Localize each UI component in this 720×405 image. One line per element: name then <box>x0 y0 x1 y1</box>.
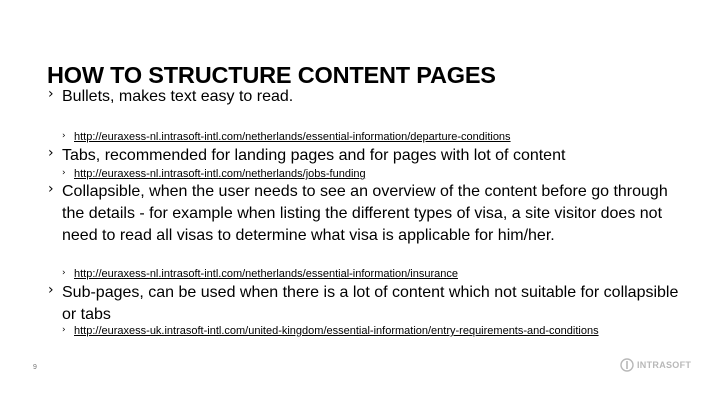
bullet-text: Collapsible, when the user needs to see an overview of the content before go through the details - for example when listing the different types of visa, a site visitor does not need to read all visas to determine what visa is applicable for him/her. <box>62 183 668 244</box>
slide-title: HOW TO STRUCTURE CONTENT PAGES <box>47 62 496 88</box>
sub-bullet-item <box>62 268 458 281</box>
bullet-icon: › <box>48 145 54 161</box>
intrasoft-logo <box>620 358 691 372</box>
sub-bullet-icon: › <box>62 325 66 335</box>
bullet-item <box>48 145 688 167</box>
link-jobs-funding[interactable]: http://euraxess-nl.intrasoft-intl.com/netherlands/jobs-funding <box>74 168 366 180</box>
sub-bullet-icon: › <box>62 268 66 278</box>
logo-text: INTRASOFT <box>637 360 692 370</box>
bullet-item <box>48 181 688 247</box>
sub-bullet-item <box>62 325 599 338</box>
sub-bullet-item <box>62 168 366 181</box>
bullet-icon: › <box>48 86 54 102</box>
bullet-text: Tabs, recommended for landing pages and for pages with lot of content <box>62 147 566 164</box>
link-insurance[interactable]: http://euraxess-nl.intrasoft-intl.com/netherlands/essential-information/insurance <box>74 268 458 280</box>
bullet-text: Bullets, makes text easy to read. <box>62 88 294 105</box>
sub-bullet-icon: › <box>62 168 66 178</box>
bullet-icon: › <box>48 181 54 197</box>
link-entry-requirements[interactable]: http://euraxess-uk.intrasoft-intl.com/united-kingdom/essential-information/entry-requirements-and-conditions <box>74 325 599 337</box>
bullet-icon: › <box>48 282 54 298</box>
sub-bullet-item <box>62 131 511 144</box>
bullet-item <box>48 282 688 326</box>
bullet-text: Sub-pages, can be used when there is a lot of content which not suitable for collapsible or tabs <box>62 284 679 323</box>
intrasoft-logo-icon <box>620 358 634 372</box>
page-number: 9 <box>33 364 37 371</box>
bullet-item <box>48 86 688 108</box>
sub-bullet-icon: › <box>62 131 66 141</box>
link-departure-conditions[interactable]: http://euraxess-nl.intrasoft-intl.com/netherlands/essential-information/departure-conditions <box>74 131 511 143</box>
